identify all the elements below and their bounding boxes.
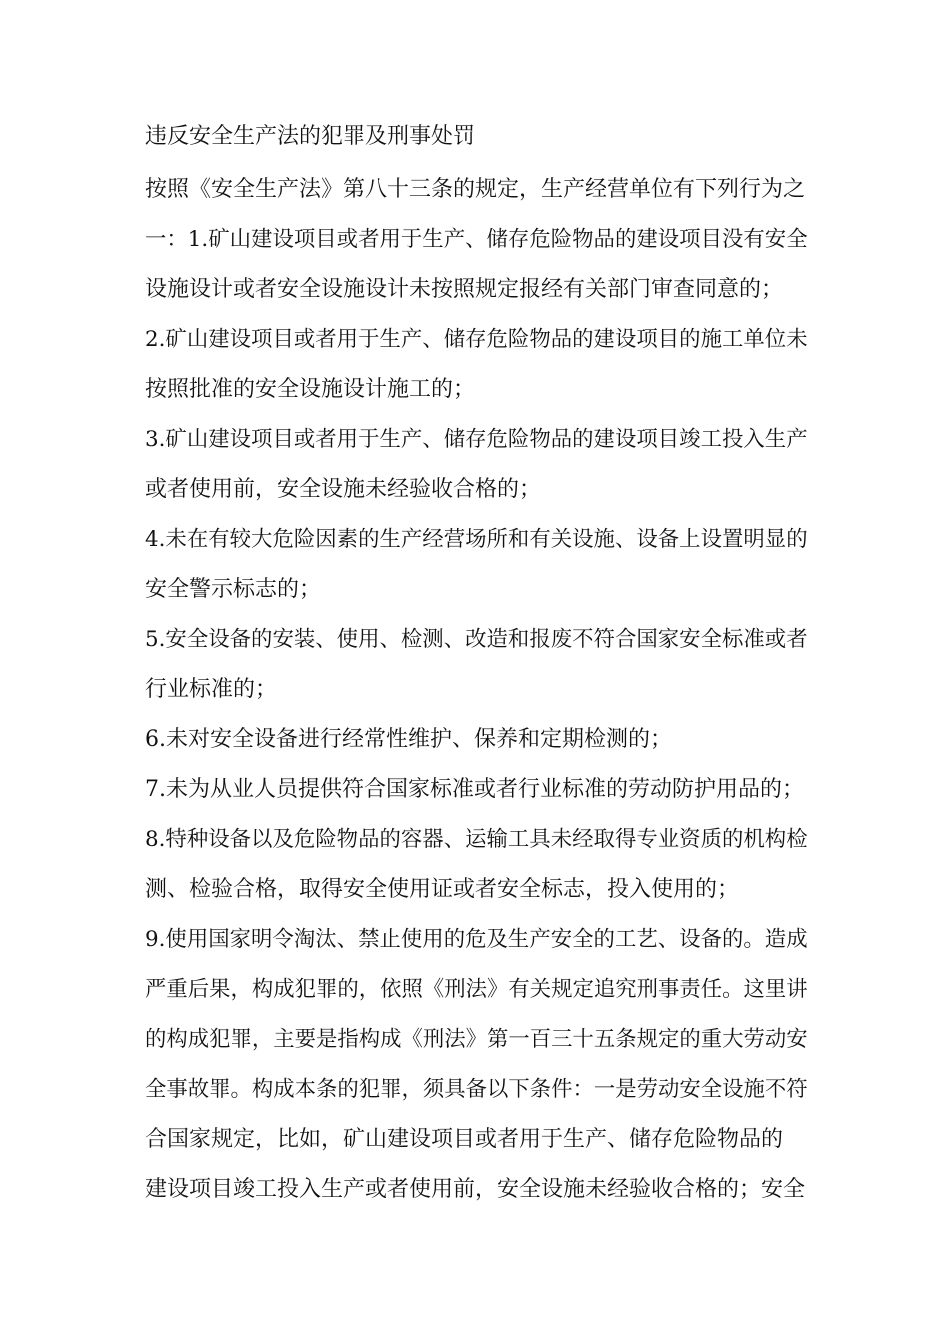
- body-line-13: 7.未为从业人员提供符合国家标准或者行业标准的劳动防护用品的；: [145, 777, 804, 802]
- body-line-12: 6.未对安全设备进行经常性维护、保养和定期检测的；: [145, 727, 672, 752]
- body-line-1: 按照《安全生产法》第八十三条的规定，生产经营单位有下列行为之: [145, 177, 806, 202]
- body-line-21: 建设项目竣工投入生产或者使用前，安全设施未经验收合格的；安全: [145, 1177, 806, 1202]
- body-line-3: 设施设计或者安全设施设计未按照规定报经有关部门审查同意的；: [145, 277, 784, 302]
- body-line-8: 4.未在有较大危险因素的生产经营场所和有关设施、设备上设置明显的: [145, 527, 808, 552]
- body-line-9: 安全警示标志的；: [145, 577, 322, 602]
- body-line-7: 或者使用前，安全设施未经验收合格的；: [145, 477, 542, 502]
- body-line-2: 一：1.矿山建设项目或者用于生产、储存危险物品的建设项目没有安全: [145, 227, 808, 252]
- document-title: 违反安全生产法的犯罪及刑事处罚: [145, 124, 476, 149]
- body-line-5: 按照批准的安全设施设计施工的；: [145, 377, 476, 402]
- body-line-19: 全事故罪。构成本条的犯罪，须具备以下条件：一是劳动安全设施不符: [145, 1077, 808, 1102]
- body-line-10: 5.安全设备的安装、使用、检测、改造和报废不符合国家安全标准或者: [145, 627, 808, 652]
- body-line-18: 的构成犯罪，主要是指构成《刑法》第一百三十五条规定的重大劳动安: [145, 1027, 808, 1052]
- body-line-11: 行业标准的；: [145, 677, 278, 702]
- body-line-15: 测、检验合格，取得安全使用证或者安全标志，投入使用的；: [145, 877, 740, 902]
- body-line-6: 3.矿山建设项目或者用于生产、储存危险物品的建设项目竣工投入生产: [145, 427, 808, 452]
- body-line-20: 合国家规定，比如，矿山建设项目或者用于生产、储存危险物品的: [145, 1127, 784, 1152]
- body-line-16: 9.使用国家明令淘汰、禁止使用的危及生产安全的工艺、设备的。造成: [145, 927, 808, 952]
- body-line-4: 2.矿山建设项目或者用于生产、储存危险物品的建设项目的施工单位未: [145, 327, 808, 352]
- body-line-14: 8.特种设备以及危险物品的容器、运输工具未经取得专业资质的机构检: [145, 827, 808, 852]
- body-line-17: 严重后果，构成犯罪的，依照《刑法》有关规定追究刑事责任。这里讲: [145, 977, 808, 1002]
